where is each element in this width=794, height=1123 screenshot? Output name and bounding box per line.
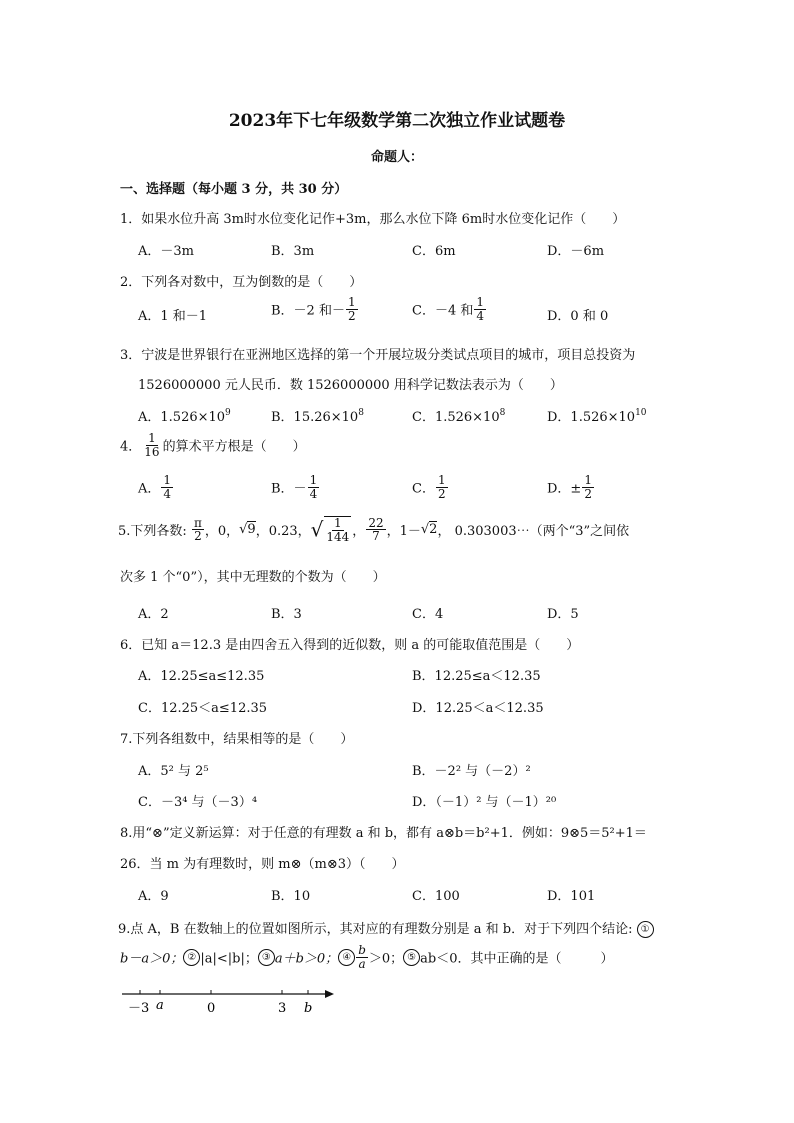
q7-option-b: B．－2² 与（－2）² <box>412 764 531 779</box>
q5-option-d: D．5 <box>547 607 579 622</box>
fraction: $\frac{1}{2}$ <box>347 295 356 323</box>
fraction-22-7: $\frac{22}{7}$ <box>368 515 384 544</box>
q8-option-b: B．10 <box>271 889 311 904</box>
label-3: 3 <box>278 1001 287 1016</box>
q8-option-d: D．101 <box>547 889 596 904</box>
q3-option-a: A．$1.526\times 10^9$ <box>138 408 231 425</box>
label-a: a <box>156 998 164 1013</box>
q2-option-d: D．0 和 0 <box>547 309 609 324</box>
q4-option-b: B．－ $\frac{1}{4}$ <box>271 473 318 501</box>
q3-option-c: C．$1.526\times 10^8$ <box>412 408 506 425</box>
q5-option-c: C．4 <box>412 607 444 622</box>
label-b: b <box>304 1001 313 1016</box>
question-2-stem: 2．下列各对数中，互为倒数的是（ ） <box>120 275 363 290</box>
fraction-b-a: $\frac{b}{a}$ <box>358 943 366 971</box>
question-6-stem: 6．已知 a＝12.3 是由四舍五入得到的近似数，则 a 的可能取值范围是（ ） <box>120 638 580 653</box>
question-1-stem: 1．如果水位升高 3m时水位变化记作+3m，那么水位下降 6m时水位变化记作（ ） <box>120 212 626 227</box>
q2-option-c: C．－4 和 $\frac{1}{4}$ <box>412 295 484 323</box>
fraction: $\frac{1}{16}$ <box>144 431 160 459</box>
q2-option-b: B．－2 和－ $\frac{1}{2}$ <box>271 295 356 323</box>
q6-option-b: B．12.25≤a＜12.35 <box>412 669 541 684</box>
question-5-line-1: 5.下列各数: $\frac{\pi}{2}$ ，0，√9，0.23，√ $\frac{1}{144}$ ， $\frac{22}{7}$ ，1－√2， 0.303003⋯（两个“3”之间依 <box>118 515 630 544</box>
q2-option-a: A．1 和－1 <box>138 309 208 324</box>
fraction-pi: $\frac{\pi}{2}$ <box>193 515 202 544</box>
q1-option-b: B．3m <box>271 244 315 259</box>
page-title: 2023年下七年级数学第二次独立作业试题卷 <box>228 111 566 131</box>
q7-option-d: D．（－1）² 与（－1）²⁰ <box>412 795 557 810</box>
arrow-head-icon <box>325 990 334 998</box>
question-9-line-2: b－a＞0； ② |a|<|b|； ③ a＋b＞0； ④ $\frac{b}{a}$ ＞0； ⑤ ab＜0．其中正确的是（ ） <box>120 943 614 971</box>
question-8-line-1: 8.用“⊗”定义新运算：对于任意的有理数 a 和 b，都有 a⊗b＝b²+1．例如：9⊗5＝5²+1＝ <box>120 826 647 841</box>
number-line-figure <box>118 984 348 1024</box>
section-heading: 一、选择题（每小题 3 分，共 30 分） <box>120 182 348 197</box>
q5-option-b: B．3 <box>271 607 302 622</box>
q1-option-d: D．－6m <box>547 244 605 259</box>
q4-option-c: C． $\frac{1}{2}$ <box>412 473 446 501</box>
question-3-line-2: 1526000000 元人民币．数 1526000000 用科学记数法表示为（ ） <box>138 378 563 393</box>
q6-option-a: A．12.25≤a≤12.35 <box>138 669 265 684</box>
q3-option-d: D．$1.526\times 10^{10}$ <box>547 408 647 425</box>
q8-option-c: C．100 <box>412 889 460 904</box>
q7-option-c: C．－3⁴ 与（－3）⁴ <box>138 795 258 810</box>
label-0: 0 <box>207 1001 216 1016</box>
question-7-stem: 7.下列各组数中，结果相等的是（ ） <box>120 732 354 747</box>
q8-option-a: A．9 <box>138 889 169 904</box>
q7-option-a: A．5² 与 2⁵ <box>138 764 209 779</box>
fraction: $\frac{1}{4}$ <box>476 295 484 323</box>
q5-option-a: A．2 <box>138 607 169 622</box>
question-9-line-1: 9.点 A，B 在数轴上的位置如图所示，其对应的有理数分别是 a 和 b．对于下列四个结论: ① <box>118 918 654 938</box>
author-line: 命题人： <box>370 150 423 165</box>
q6-option-d: D．12.25＜a＜12.35 <box>412 701 544 716</box>
question-5-line-2: 次多 1 个“0”），其中无理数的个数为（ ） <box>120 570 386 585</box>
question-8-line-2: 26．当 m 为有理数时，则 m⊗（m⊗3）（ ） <box>120 857 405 872</box>
sqrt-fraction: $\frac{1}{144}$ <box>326 516 350 544</box>
question-3-line-1: 3．宁波是世界银行在亚洲地区选择的第一个开展垃圾分类试点项目的城市，项目总投资为 <box>120 348 636 363</box>
q3-option-b: B．$15.26\times 10^8$ <box>271 408 364 425</box>
question-4-stem: 4． $\frac{1}{16}$ 的算术平方根是（ ） <box>120 431 306 459</box>
circled-1: ① <box>637 921 654 938</box>
label-minus-3: －3 <box>128 1001 150 1016</box>
q4-option-a: A． $\frac{1}{4}$ <box>138 473 172 501</box>
q6-option-c: C．12.25＜a≤12.35 <box>138 701 268 716</box>
q4-option-d: D．± $\frac{1}{2}$ <box>547 473 592 501</box>
q1-option-c: C．6m <box>412 244 456 259</box>
q1-option-a: A．－3m <box>138 244 194 259</box>
